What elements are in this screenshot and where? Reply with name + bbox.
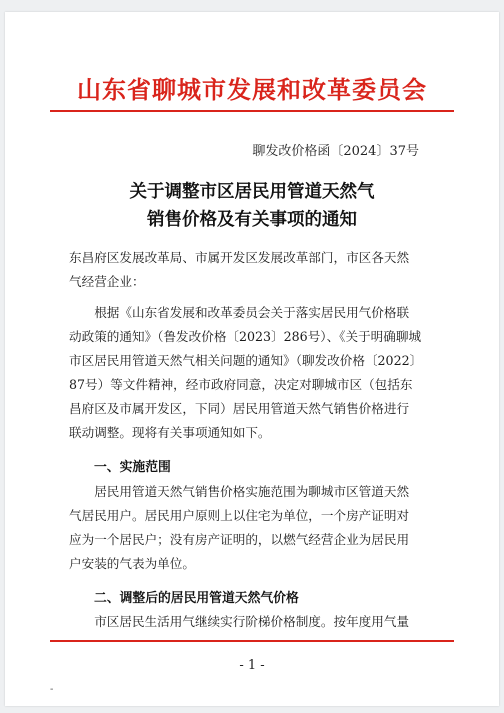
section-1-line-1: 居民用管道天然气销售价格实施范围为聊城市区管道天然 — [69, 484, 410, 499]
section-1-heading: 一、实施范围 — [94, 460, 171, 475]
header-red-rule — [50, 110, 454, 112]
recipients-line-2: 气经营企业： — [69, 274, 145, 289]
intro-line-4: 87号）等文件精神，经市政府同意，决定对聊城市区（包括东 — [69, 377, 413, 392]
section-1-line-3: 应为一个居民户；没有房产证明的，以燃气经营企业为居民用 — [69, 532, 410, 547]
intro-line-1: 根据《山东省发展和改革委员会关于落实居民用气价格联 — [69, 305, 410, 320]
section-2-line-1: 市区居民生活用气继续实行阶梯价格制度。按年度用气量 — [69, 614, 410, 629]
intro-line-2: 动政策的通知》（鲁发改价格〔2023〕286号）、《关于明确聊城 — [69, 329, 422, 344]
document-page — [5, 12, 499, 706]
recipients-line-1: 东昌府区发展改革局、市属开发区发展改革部门，市区各天然 — [69, 250, 410, 265]
intro-line-5: 昌府区及市属开发区，下同）居民用管道天然气销售价格进行 — [69, 401, 410, 416]
footer-red-rule — [50, 640, 454, 642]
footer-mark: - — [50, 684, 54, 695]
title-line-1: 关于调整市区居民用管道天然气 — [129, 182, 375, 202]
page-number: - 1 - — [239, 658, 265, 673]
section-2-heading: 二、调整后的居民用管道天然气价格 — [94, 591, 299, 606]
intro-line-3: 市区居民用管道天然气相关问题的通知》（聊发改价格〔2022〕 — [69, 353, 423, 368]
section-1-line-4: 户安装的气表为单位。 — [69, 556, 195, 571]
issuer-header: 山东省聊城市发展和改革委员会 — [77, 75, 427, 104]
intro-line-6: 联动调整。现将有关事项通知如下。 — [69, 425, 271, 440]
section-1-line-2: 气居民用户。居民用户原则上以住宅为单位，一个房产证明对 — [69, 508, 410, 523]
title-line-2: 销售价格及有关事项的通知 — [147, 210, 357, 230]
document-number: 聊发改价格函〔2024〕37号 — [252, 144, 419, 159]
